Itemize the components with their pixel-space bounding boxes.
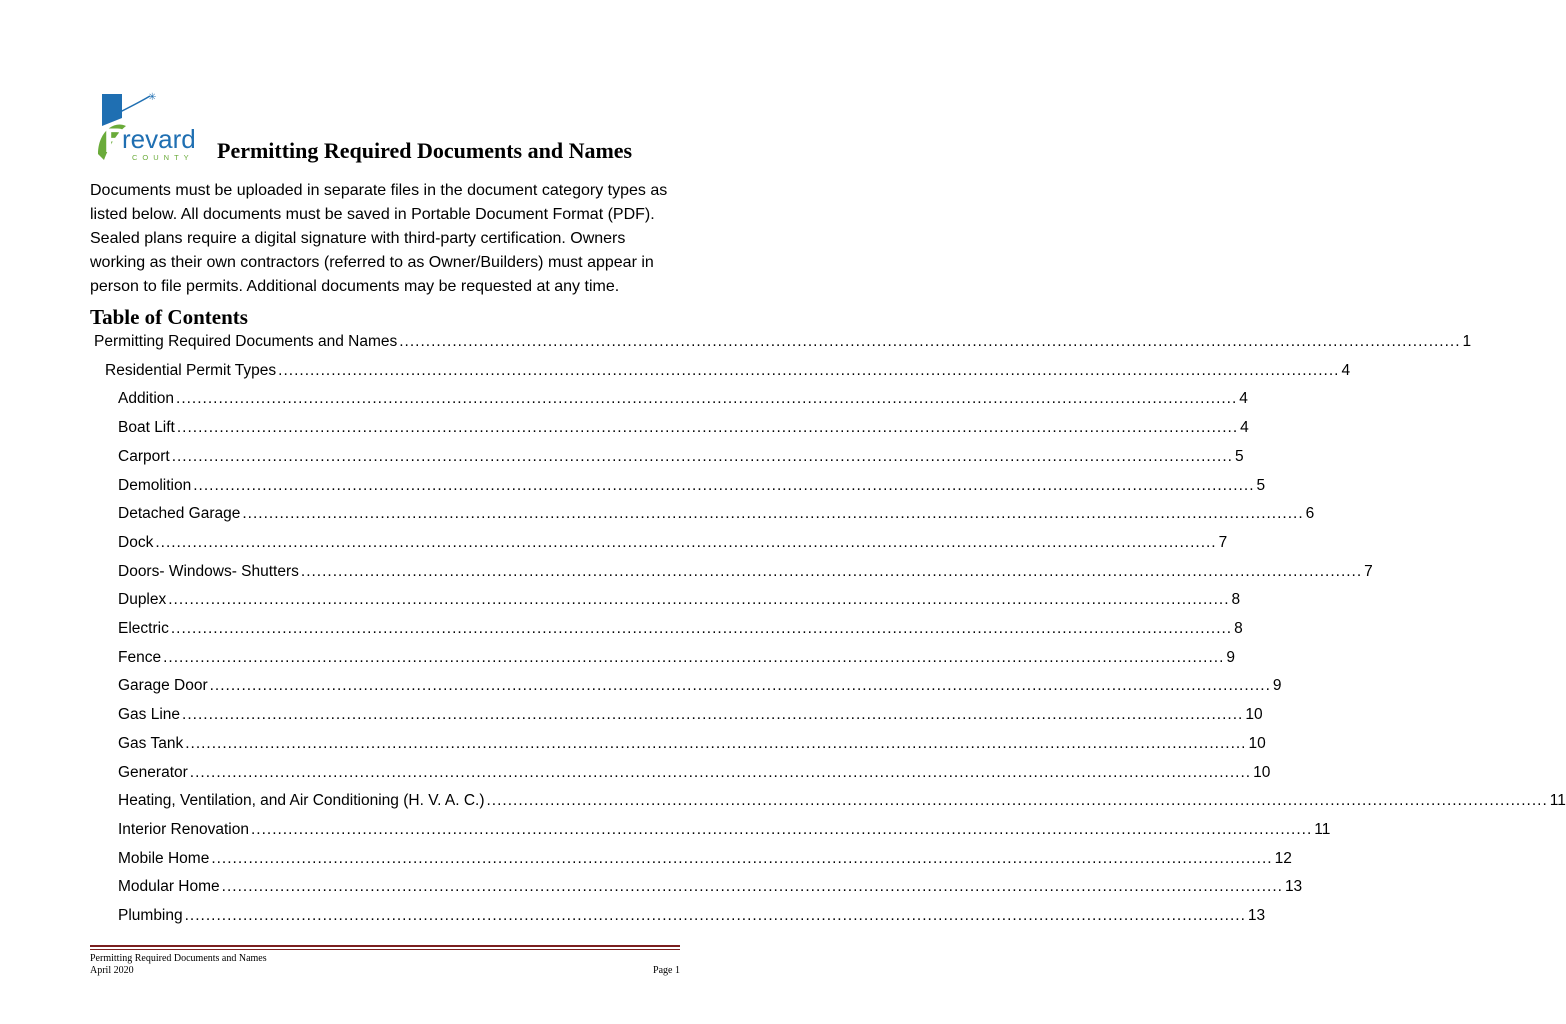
- toc-entry-label: Gas Line: [118, 706, 181, 724]
- toc-dot-leader: ........................................................................................................................................................................................................: [211, 849, 1273, 867]
- toc-entry-page: 13: [1284, 878, 1303, 896]
- toc-entry-page: 6: [1305, 505, 1315, 523]
- toc-entry-page: 11: [1314, 820, 1331, 838]
- footer-page-number: Page 1: [653, 965, 680, 976]
- toc-entry-label: Modular Home: [118, 878, 220, 896]
- toc-entry-page: 8: [1231, 591, 1241, 609]
- document-title: Permitting Required Documents and Names: [217, 138, 633, 163]
- footer-date: April 2020: [90, 965, 134, 976]
- toc-entry-page: 8: [1234, 620, 1243, 637]
- toc-entry-label: Boat Lift: [118, 419, 175, 437]
- toc-entry[interactable]: [118, 820, 1331, 843]
- toc-entry-page: 9: [1226, 648, 1235, 666]
- toc-entry-label: Garage Door: [118, 677, 208, 695]
- svg-text:✳: ✳: [148, 92, 157, 103]
- toc-entry-page: 4: [1239, 390, 1248, 408]
- intro-line: Documents must be uploaded in separate files in the document category types as: [90, 182, 668, 199]
- toc-entry[interactable]: [118, 706, 1263, 728]
- footer-divider: [90, 949, 680, 950]
- toc-entry-label: Interior Renovation: [118, 820, 249, 838]
- toc-entry[interactable]: [118, 878, 1303, 900]
- toc-entry-label: Fence: [118, 648, 162, 666]
- toc-entry-label: Plumbing: [118, 907, 183, 924]
- toc-entry[interactable]: [118, 533, 1228, 556]
- toc-entry[interactable]: [118, 505, 1315, 527]
- toc-heading: Table of Contents: [90, 305, 248, 329]
- toc-entry[interactable]: [118, 792, 1566, 814]
- toc-entry-page: 4: [1240, 419, 1249, 437]
- toc-entry-page: 10: [1253, 763, 1271, 781]
- toc-entry-label: Demolition: [118, 476, 192, 494]
- toc-entry-page: 4: [1341, 361, 1351, 379]
- toc-entry-label: Permitting Required Documents and Names: [94, 333, 398, 350]
- toc-entry[interactable]: [118, 447, 1244, 470]
- logo-subtitle: COUNTY: [132, 153, 194, 162]
- toc-dot-leader: ........................................................................................................................................................................................................: [209, 677, 1271, 695]
- toc-entry-page: 1: [1462, 333, 1472, 350]
- toc-entry-label: Detached Garage: [118, 505, 241, 523]
- toc-dot-leader: ........................................................................................................................................................................................................: [155, 533, 1217, 551]
- toc-entry-label: Duplex: [118, 591, 167, 609]
- toc-entry-label: Gas Tank: [118, 734, 184, 752]
- toc-entry-page: 13: [1247, 907, 1266, 924]
- toc-entry-label: Electric: [118, 620, 169, 637]
- toc-entry[interactable]: [118, 419, 1249, 441]
- toc-entry[interactable]: [118, 620, 1243, 642]
- toc-dot-leader: ........................................................................................................................................................................................................: [184, 907, 1246, 924]
- intro-line: listed below. All documents must be saved in Portable Document Format (PDF).: [90, 206, 655, 223]
- toc-entry-label: Heating, Ventilation, and Air Conditioning (H. V. A. C.): [118, 792, 485, 810]
- toc-entry-page: 5: [1256, 476, 1266, 494]
- footer-divider: [90, 945, 680, 947]
- toc-dot-leader: ........................................................................................................................................................................................................: [193, 476, 1255, 494]
- toc-entry[interactable]: [118, 677, 1282, 699]
- toc-entry-label: Doors- Windows- Shutters: [118, 562, 299, 580]
- toc-entry[interactable]: [94, 333, 1472, 355]
- toc-entry[interactable]: [105, 361, 1351, 384]
- toc-entry[interactable]: [118, 907, 1266, 929]
- toc-entry-page: 7: [1218, 533, 1228, 551]
- toc-dot-leader: ........................................................................................................................................................................................................: [176, 390, 1238, 408]
- toc-dot-leader: ........................................................................................................................................................................................................: [163, 648, 1225, 666]
- toc-entry-page: 7: [1364, 562, 1373, 580]
- toc-entry-page: 5: [1234, 447, 1244, 465]
- page-footer: [90, 953, 680, 977]
- toc-dot-leader: ........................................................................................................................................................................................................: [176, 419, 1239, 437]
- toc-entry[interactable]: [118, 562, 1373, 585]
- toc-entry[interactable]: [118, 390, 1248, 412]
- intro-line: Sealed plans require a digital signature with third-party certification. Owners: [90, 230, 626, 247]
- toc-entry-label: Dock: [118, 533, 154, 551]
- toc-dot-leader: ........................................................................................................................................................................................................: [185, 734, 1247, 752]
- toc-dot-leader: ........................................................................................................................................................................................................: [486, 792, 1548, 810]
- logo-wordmark: revard: [122, 124, 196, 154]
- toc-entry-page: 9: [1272, 677, 1282, 695]
- toc-dot-leader: ........................................................................................................................................................................................................: [278, 361, 1340, 379]
- toc-entry-page: 10: [1248, 734, 1266, 752]
- intro-line: person to file permits. Additional documents may be requested at any time.: [90, 278, 620, 295]
- footer-title: Permitting Required Documents and Names: [90, 953, 267, 964]
- toc-dot-leader: ........................................................................................................................................................................................................: [168, 591, 1230, 609]
- toc-dot-leader: ........................................................................................................................................................................................................: [171, 447, 1233, 465]
- toc-entry-label: Addition: [118, 390, 175, 408]
- intro-line: working as their own contractors (referred to as Owner/Builders) must appear in: [90, 254, 654, 271]
- toc-entry-page: 10: [1245, 706, 1263, 724]
- toc-entry-label: Residential Permit Types: [105, 361, 277, 379]
- toc-entry-page: 11: [1549, 792, 1566, 810]
- toc-dot-leader: ........................................................................................................................................................................................................: [399, 333, 1461, 350]
- toc-entry[interactable]: [118, 763, 1271, 786]
- toc-entry[interactable]: [118, 734, 1266, 757]
- toc-dot-leader: ........................................................................................................................................................................................................: [242, 505, 1304, 523]
- toc-entry-label: Generator: [118, 763, 188, 781]
- toc-dot-leader: ........................................................................................................................................................................................................: [250, 820, 1313, 838]
- toc-entry-page: 12: [1274, 849, 1292, 867]
- toc-entry[interactable]: [118, 849, 1292, 872]
- toc-entry-label: Mobile Home: [118, 849, 210, 867]
- toc-dot-leader: ........................................................................................................................................................................................................: [300, 562, 1363, 580]
- toc-dot-leader: ........................................................................................................................................................................................................: [170, 620, 1233, 637]
- toc-entry[interactable]: [118, 648, 1235, 671]
- toc-entry[interactable]: [118, 591, 1241, 613]
- toc-dot-leader: ........................................................................................................................................................................................................: [182, 706, 1244, 724]
- toc-dot-leader: ........................................................................................................................................................................................................: [189, 763, 1252, 781]
- toc-entry[interactable]: [118, 476, 1266, 499]
- toc-dot-leader: ........................................................................................................................................................................................................: [221, 878, 1283, 896]
- toc-entry-label: Carport: [118, 447, 170, 465]
- logo-initial: B: [104, 122, 129, 160]
